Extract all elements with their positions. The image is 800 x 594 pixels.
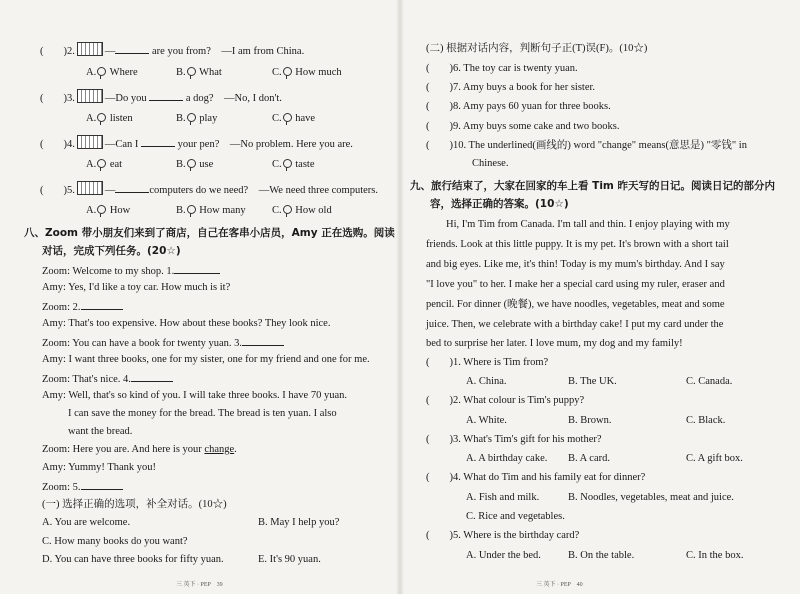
- option-b[interactable]: B. A card.: [568, 453, 610, 464]
- option-c[interactable]: C. How much: [272, 67, 342, 78]
- magnifier-icon: [187, 113, 196, 122]
- answer-blank-4[interactable]: [131, 371, 173, 382]
- underlined-word-change: change: [204, 444, 235, 455]
- mc-question-2: ( )2. What colour is Tim's puppy?: [426, 395, 585, 406]
- dialogue-line-7: Zoom: That's nice. 4.: [42, 371, 173, 387]
- option-b[interactable]: B. How many: [176, 205, 246, 216]
- question-4: ( )4. —Can I your pen? —No problem. Here you are.: [40, 135, 353, 152]
- choice-a: A. You are welcome.: [42, 517, 131, 528]
- magnifier-icon: [283, 113, 292, 122]
- magnifier-icon: [97, 67, 106, 76]
- page-footer-left: 三 英下 · PEP 39: [176, 582, 223, 588]
- passage-line-1: Hi, I'm Tim from Canada. I'm tall and thin. I enjoy playing with my: [446, 219, 730, 230]
- option-b[interactable]: B. play: [176, 113, 218, 124]
- computer-icon: [77, 89, 103, 103]
- choice-c: C. How many books do you want?: [42, 536, 188, 547]
- dialogue-line-9: I can save the money for the bread. The bread is ten yuan. I also: [68, 408, 337, 419]
- option-c[interactable]: C. How old: [272, 205, 332, 216]
- subpart-1-title: (一) 选择正确的选项，补全对话。(10☆): [42, 499, 227, 510]
- option-b[interactable]: B. On the table.: [568, 550, 635, 561]
- dialogue-line-6: Amy: I want three books, one for my sister, one for my friend and one for me.: [42, 354, 370, 365]
- answer-blank[interactable]: [149, 90, 183, 101]
- dialogue-line-12: Amy: Yummy! Thank you!: [42, 462, 157, 473]
- passage-line-4: "I love you" to her. I make her a special card using my ruler, eraser and: [426, 279, 725, 290]
- magnifier-icon: [187, 205, 196, 214]
- option-b[interactable]: B. The UK.: [568, 376, 617, 387]
- answer-blank[interactable]: [141, 136, 175, 147]
- answer-blank-5[interactable]: [81, 479, 123, 490]
- page-footer-right: 三 英下 · PEP 40: [536, 582, 583, 588]
- dialogue-line-8: Amy: Well, that's so kind of you. I will take three books. I have 70 yuan.: [42, 390, 348, 401]
- right-page: [400, 0, 800, 594]
- option-c[interactable]: C. A gift box.: [686, 453, 743, 464]
- magnifier-icon: [97, 113, 106, 122]
- option-a[interactable]: A. eat: [86, 159, 123, 170]
- option-a[interactable]: A. White.: [466, 415, 507, 426]
- passage-line-7: bed to surprise her later. I love mum, my dog and my family!: [426, 338, 683, 349]
- option-a[interactable]: A. Fish and milk.: [466, 492, 540, 503]
- magnifier-icon: [283, 159, 292, 168]
- answer-blank-3[interactable]: [242, 335, 284, 346]
- option-a[interactable]: A. Under the bed.: [466, 550, 541, 561]
- magnifier-icon: [283, 67, 292, 76]
- answer-blank[interactable]: [115, 43, 149, 54]
- mc-question-4: ( )4. What do Tim and his family eat for dinner?: [426, 472, 646, 483]
- option-b[interactable]: B. Brown.: [568, 415, 612, 426]
- tf-question-8: ( )8. Amy pays 60 yuan for three books.: [426, 101, 611, 112]
- option-b[interactable]: B. Noodles, vegetables, meat and juice.: [568, 492, 734, 503]
- dialogue-line-10: want the bread.: [68, 426, 133, 437]
- subpart-2-title: (二) 根据对话内容，判断句子正(T)误(F)。(10☆): [426, 43, 648, 54]
- question-5: ( )5. — computers do we need? —We need three computers.: [40, 181, 378, 198]
- section-8-title-cont: 对话，完成下列任务。(20☆): [42, 245, 181, 257]
- answer-blank-1[interactable]: [174, 263, 220, 274]
- mc-question-3: ( )3. What's Tim's gift for his mother?: [426, 434, 602, 445]
- section-8-title: 八、Zoom 带小朋友们来到了商店，自己在客串小店员，Amy 正在选购。阅读: [24, 227, 395, 239]
- magnifier-icon: [283, 205, 292, 214]
- option-c[interactable]: C. have: [272, 113, 316, 124]
- dialogue-line-1: Zoom: Welcome to my shop. 1.: [42, 263, 220, 279]
- tf-question-10-cont: Chinese.: [472, 158, 509, 169]
- answer-blank-2[interactable]: [81, 299, 123, 310]
- tf-question-7: ( )7. Amy buys a book for her sister.: [426, 82, 596, 93]
- computer-icon: [77, 135, 103, 149]
- dialogue-line-11: Zoom: Here you are. And here is your change.: [42, 444, 237, 455]
- dialogue-line-2: Amy: Yes, I'd like a toy car. How much is it?: [42, 282, 231, 293]
- computer-icon: [77, 181, 103, 195]
- mc-question-1: ( )1. Where is Tim from?: [426, 357, 549, 368]
- mc-question-5: ( )5. Where is the birthday card?: [426, 530, 580, 541]
- option-a[interactable]: A. How: [86, 205, 131, 216]
- option-c[interactable]: C. In the box.: [686, 550, 744, 561]
- option-b[interactable]: B. use: [176, 159, 214, 170]
- choice-e: E. It's 90 yuan.: [258, 554, 321, 565]
- dialogue-line-3: Zoom: 2.: [42, 299, 123, 315]
- tf-question-9: ( )9. Amy buys some cake and two books.: [426, 121, 620, 132]
- passage-line-5: pencil. For dinner (晚餐), we have noodles, vegetables, meat and some: [426, 299, 725, 310]
- option-a[interactable]: A. Where: [86, 67, 138, 78]
- magnifier-icon: [187, 67, 196, 76]
- tf-question-6: ( )6. The toy car is twenty yuan.: [426, 63, 578, 74]
- computer-icon: [77, 42, 103, 56]
- choice-b: B. May I help you?: [258, 517, 340, 528]
- option-c[interactable]: C. Black.: [686, 415, 726, 426]
- magnifier-icon: [97, 159, 106, 168]
- option-b[interactable]: B. What: [176, 67, 222, 78]
- question-3: ( )3. —Do you a dog? —No, I don't.: [40, 89, 282, 106]
- dialogue-line-4: Amy: That's too expensive. How about these books? They look nice.: [42, 318, 331, 329]
- passage-line-6: juice. Then, we celebrate with a birthday cake! I put my card under the: [426, 319, 724, 330]
- magnifier-icon: [97, 205, 106, 214]
- section-9-title: 九、旅行结束了，大家在回家的车上看 Tim 昨天写的日记。阅读日记的部分内: [410, 180, 776, 192]
- choice-d: D. You can have three books for fifty yuan.: [42, 554, 224, 565]
- option-a[interactable]: A. listen: [86, 113, 133, 124]
- passage-line-2: friends. Look at this little puppy. It is my pet. It's brown with a short tail: [426, 239, 729, 250]
- question-2: ( )2. — are you from? —I am from China.: [40, 42, 304, 59]
- magnifier-icon: [187, 159, 196, 168]
- answer-blank[interactable]: [115, 182, 149, 193]
- option-a[interactable]: A. A birthday cake.: [466, 453, 548, 464]
- option-c[interactable]: C. taste: [272, 159, 315, 170]
- option-c[interactable]: C. Canada.: [686, 376, 733, 387]
- option-a[interactable]: A. China.: [466, 376, 507, 387]
- tf-question-10: ( )10. The underlined(画线的) word "change" means(意思是) "零钱" in: [426, 140, 747, 151]
- option-c[interactable]: C. Rice and vegetables.: [466, 511, 565, 522]
- section-9-title-cont: 容，选择正确的答案。(10☆): [430, 198, 569, 210]
- dialogue-line-5: Zoom: You can have a book for twenty yuan. 3.: [42, 335, 284, 351]
- dialogue-line-13: Zoom: 5.: [42, 479, 123, 495]
- passage-line-3: and big eyes. Like me, it's thin! Today is my mum's birthday. And I say: [426, 259, 725, 270]
